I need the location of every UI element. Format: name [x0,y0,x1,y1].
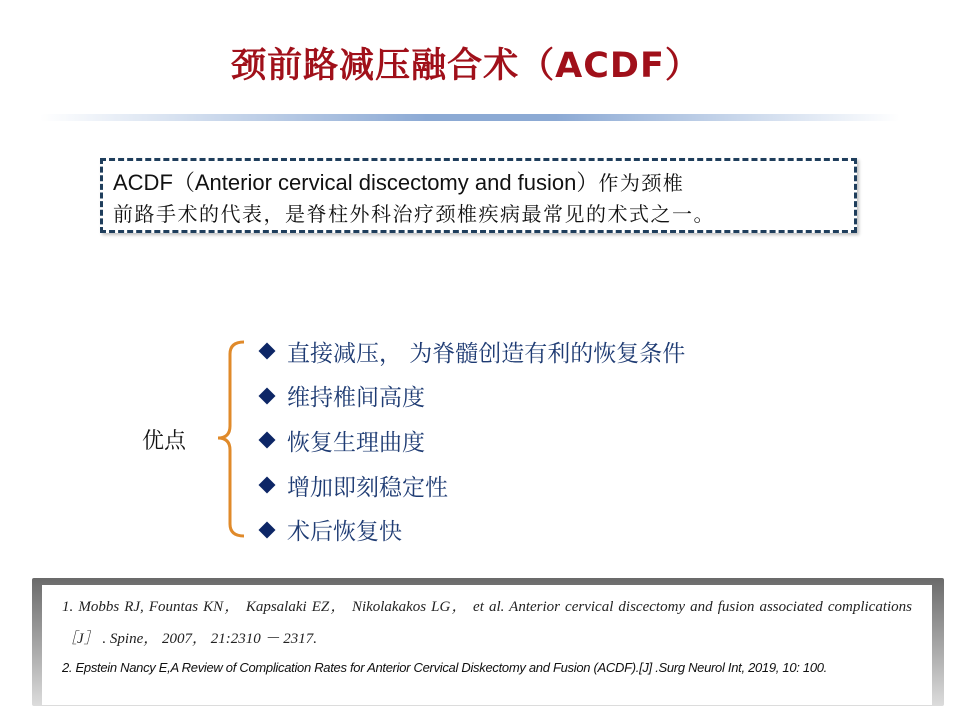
diamond-icon [259,521,276,538]
reference-2: 2. Epstein Nancy E,A Review of Complication Rates for Anterior Cervical Diskectomy and Fusion (ACDF).[J] .Surg Neurol Int, 2019, 10: 100. [62,660,827,675]
advantage-text: 维持椎间高度 [287,385,425,412]
diamond-icon [259,432,276,449]
definition-latin: ACDF（Anterior cervical discectomy and fusion） [113,170,599,195]
references-box [42,585,932,705]
slide-title: 颈前路减压融合术（ACDF） [231,46,701,86]
advantage-text: 恢复生理曲度 [287,429,425,456]
list-item [258,374,685,419]
reference-1: 1. Mobbs RJ, Fountas KN， Kapsalaki EZ， Nikolakakos LG， et al. Anterior cervical discectomy and fusion associated complications ［J］ . Spine， 2007， 21:2310 － 2317. [62,599,912,647]
diamond-icon [259,343,276,360]
list-item [258,418,685,463]
definition-chinese-1: 作为颈椎 [598,171,685,195]
list-item [258,507,685,552]
diamond-icon [259,477,276,494]
advantage-text: 增加即刻稳定性 [287,474,448,501]
advantages-list [258,329,685,552]
title-divider [40,114,900,121]
definition-chinese-2: 前路手术的代表，是脊柱外科治疗颈椎疾病最常见的术式之一。 [113,202,715,226]
list-item [258,329,685,374]
curly-brace-icon [208,340,248,540]
advantage-text: 术后恢复快 [287,519,402,546]
list-item [258,463,685,508]
definition-box [100,158,857,233]
diamond-icon [259,387,276,404]
advantage-text: 直接减压， 为脊髓创造有利的恢复条件 [287,340,686,367]
advantages-label: 优点 [142,429,187,454]
